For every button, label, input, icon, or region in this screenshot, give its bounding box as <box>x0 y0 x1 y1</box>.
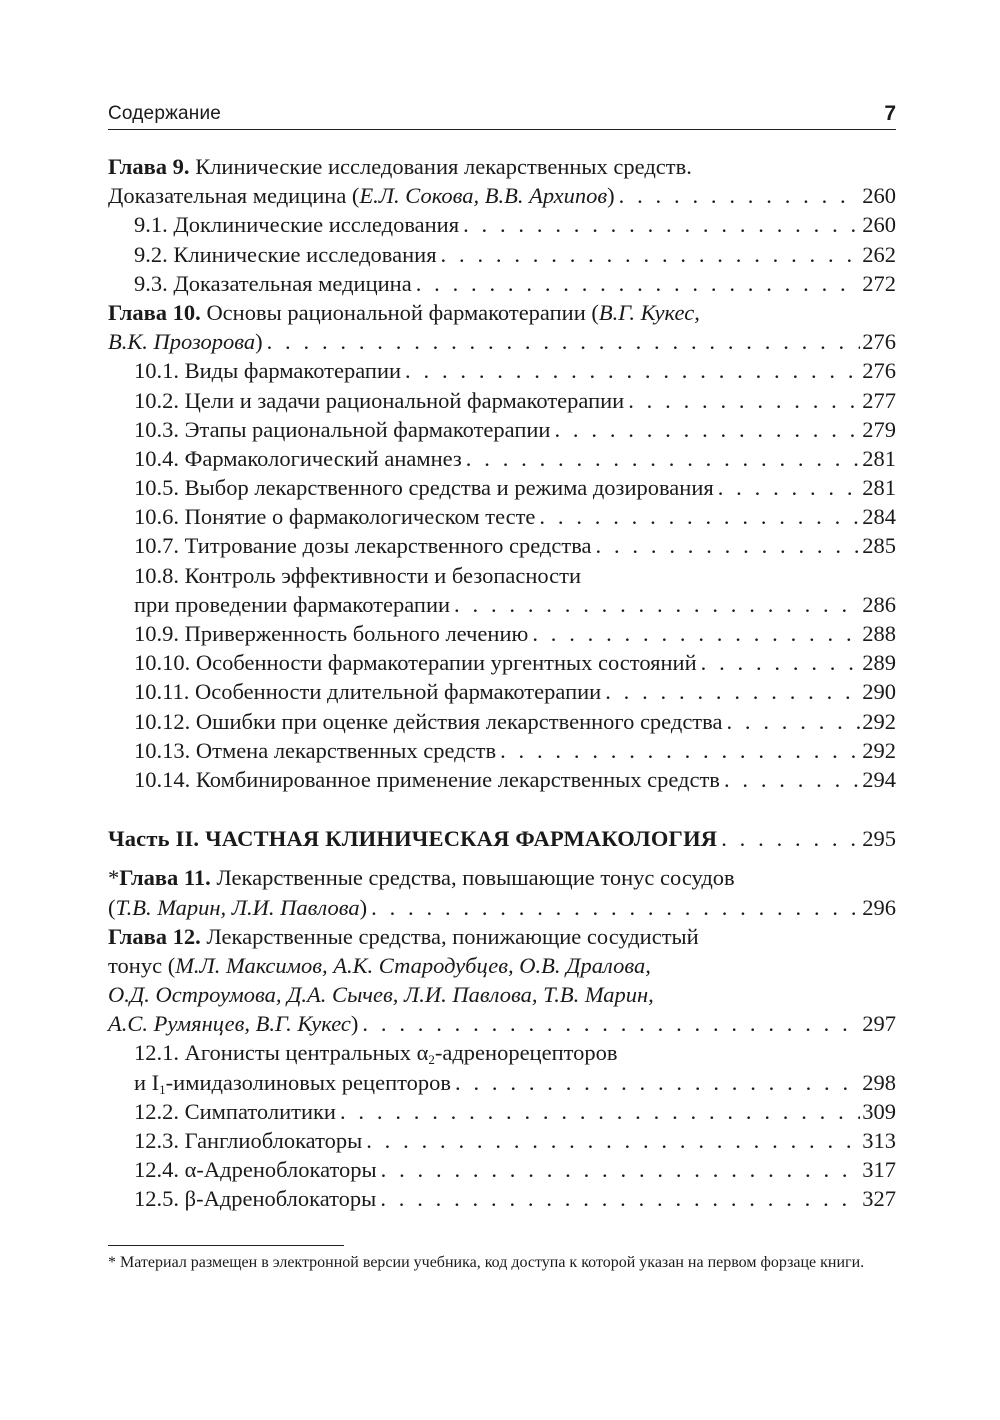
table-of-contents <box>108 152 896 1214</box>
toc-chapter-11-title[interactable]: *Глава 11. Лекарственные средства, повышающие тонус сосудов <box>108 865 735 891</box>
chapter-label: Глава 10. <box>108 299 201 325</box>
toc-section-10-7[interactable]: 10.7. Титрование дозы лекарственного средства . . . 285 <box>108 531 896 560</box>
chapter-label: Глава 11. <box>119 865 211 891</box>
toc-section-9-2[interactable]: 9.2. Клинические исследования . . . 262 <box>108 240 896 269</box>
leader-dots <box>500 736 860 765</box>
footnote-rule <box>108 1245 344 1246</box>
toc-chapter-12-authors-2[interactable] <box>108 980 896 1009</box>
leader-dots <box>628 386 860 415</box>
leader-dots <box>605 677 860 706</box>
leader-dots <box>416 269 861 298</box>
toc-section-9-1[interactable]: 9.1. Доклинические исследования . . . 260 <box>108 210 896 239</box>
spacer <box>108 853 896 863</box>
leader-dots <box>466 444 860 473</box>
toc-section-10-8[interactable]: при проведении фармакотерапии . . . 286 <box>108 590 896 619</box>
leader-dots <box>362 1009 860 1038</box>
toc-chapter-10-entry[interactable]: В.К. Прозорова) . . . 276 <box>108 327 896 356</box>
leader-dots <box>267 327 861 356</box>
chapter-authors: Т.В. Марин, Л.И. Павлова <box>115 894 360 920</box>
leader-dots <box>340 1097 860 1126</box>
chapter-authors: В.Г. Кукес, <box>598 299 700 325</box>
toc-section-12-2[interactable]: 12.2. Симпатолитики . . . 309 <box>108 1097 896 1126</box>
toc-section-12-1-title[interactable]: 12.1. Агонисты центральных $\alpha_2$-адренорецепторов <box>134 1040 618 1068</box>
chapter-title: Лекарственные средства, понижающие сосудистый <box>206 923 699 949</box>
toc-chapter-12-title[interactable] <box>108 922 896 951</box>
toc-section-10-13[interactable]: 10.13. Отмена лекарственных средств . . . 292 <box>108 736 896 765</box>
toc-chapter-9-title[interactable] <box>108 152 896 181</box>
toc-chapter-12-authors-1[interactable]: тонус (М.Л. Максимов, А.К. Стародубцев, О.В. Дралова, <box>108 952 651 978</box>
leader-dots <box>455 1068 860 1097</box>
leader-dots <box>454 590 860 619</box>
toc-section-10-11[interactable]: 10.11. Особенности длительной фармакотерапии . . . 290 <box>108 677 896 706</box>
toc-section-10-9[interactable]: 10.9. Приверженность больного лечению . . . 288 <box>108 619 896 648</box>
chapter-label: Глава 12. <box>108 923 201 949</box>
toc-chapter-10-title[interactable] <box>108 298 896 327</box>
leader-dots <box>596 531 861 560</box>
part-title: Часть II. ЧАСТНАЯ КЛИНИЧЕСКАЯ ФАРМАКОЛОГИЯ <box>108 826 718 852</box>
chapter-authors: Е.Л. Сокова, В.В. Архипов <box>359 183 608 209</box>
spacer <box>108 794 896 824</box>
toc-section-10-10[interactable]: 10.10. Особенности фармакотерапии ургентных состояний . . . 289 <box>108 648 896 677</box>
toc-section-10-14[interactable]: 10.14. Комбинированное применение лекарственных средств . . . 294 <box>108 765 896 794</box>
leader-dots <box>718 473 861 502</box>
toc-section-10-4[interactable]: 10.4. Фармакологический анамнез . . . 281 <box>108 444 896 473</box>
header-rule <box>108 129 896 130</box>
toc-section-12-4[interactable]: 12.4. α-Адреноблокаторы . . . 317 <box>108 1155 896 1184</box>
leader-dots <box>726 707 860 736</box>
toc-section-12-5[interactable]: 12.5. β-Адреноблокаторы . . . 327 <box>108 1184 896 1213</box>
toc-chapter-11-entry[interactable]: (Т.В. Марин, Л.И. Павлова) . . . 296 <box>108 893 896 922</box>
toc-section-10-2[interactable]: 10.2. Цели и задачи рациональной фармакотерапии . . . 277 <box>108 386 896 415</box>
toc-page-number: 260 <box>862 183 896 209</box>
toc-chapter-12-entry[interactable]: А.С. Румянцев, В.Г. Кукес) . . . 297 <box>108 1009 896 1038</box>
leader-dots <box>380 1184 860 1213</box>
toc-chapter-9-entry[interactable]: Доказательная медицина (Е.Л. Сокова, В.В. Архипов) . . . 260 <box>108 181 896 210</box>
toc-section-10-6[interactable]: 10.6. Понятие о фармакологическом тесте . . . 284 <box>108 502 896 531</box>
page-number: 7 <box>884 102 896 125</box>
toc-section-10-1[interactable]: 10.1. Виды фармакотерапии . . . 276 <box>108 356 896 385</box>
leader-dots <box>724 765 860 794</box>
leader-dots <box>366 1126 860 1155</box>
toc-section-10-3[interactable]: 10.3. Этапы рациональной фармакотерапии . . . 279 <box>108 415 896 444</box>
running-head <box>108 98 896 130</box>
toc-section-9-3[interactable]: 9.3. Доказательная медицина . . . 272 <box>108 269 896 298</box>
leader-dots <box>721 824 860 853</box>
leader-dots <box>619 181 861 210</box>
footnote <box>108 1245 896 1274</box>
leader-dots <box>539 502 860 531</box>
toc-section-10-12[interactable]: 10.12. Ошибки при оценке действия лекарственного средства . . . 292 <box>108 707 896 736</box>
chapter-title: Клинические исследования лекарственных средств. <box>195 154 692 179</box>
chapter-title: Основы рациональной фармакотерапии ( <box>206 299 599 325</box>
toc-page-number: 276 <box>862 329 896 355</box>
chapter-authors: О.Д. Остроумова, Д.А. Сычев, Л.И. Павлова, Т.В. Марин, <box>108 982 654 1008</box>
footnote-text: * Материал размещен в электронной версии учебника, код доступа к которой указан на первом форзаце книги. <box>108 1254 865 1271</box>
leader-dots <box>405 356 860 385</box>
leader-dots <box>381 1155 861 1184</box>
leader-dots <box>701 648 861 677</box>
toc-section-10-8-title[interactable]: 10.8. Контроль эффективности и безопасности <box>134 562 582 588</box>
leader-dots <box>532 619 860 648</box>
chapter-label: Глава 9. <box>108 154 190 179</box>
chapter-authors: А.С. Румянцев, В.Г. Кукес <box>108 1011 351 1037</box>
running-head-title: Содержание <box>108 103 222 124</box>
leader-dots <box>554 415 860 444</box>
toc-section-10-5[interactable]: 10.5. Выбор лекарственного средства и режима дозирования . . . 281 <box>108 473 896 502</box>
chapter-authors: М.Л. Максимов, А.К. Стародубцев, О.В. Дралова, <box>175 952 651 978</box>
chapter-title: Лекарственные средства, повышающие тонус сосудов <box>216 865 735 891</box>
toc-section-12-3[interactable]: 12.3. Ганглиоблокаторы . . . 313 <box>108 1126 896 1155</box>
toc-section-12-1[interactable]: и $I_1$-имидазолиновых рецепторов . . . 298 <box>108 1068 896 1097</box>
toc-part-2[interactable]: Часть II. ЧАСТНАЯ КЛИНИЧЕСКАЯ ФАРМАКОЛОГИЯ . . . 295 <box>108 824 896 853</box>
leader-dots <box>371 893 860 922</box>
leader-dots <box>441 240 861 269</box>
leader-dots <box>463 210 860 239</box>
chapter-authors: В.К. Прозорова <box>108 329 256 355</box>
